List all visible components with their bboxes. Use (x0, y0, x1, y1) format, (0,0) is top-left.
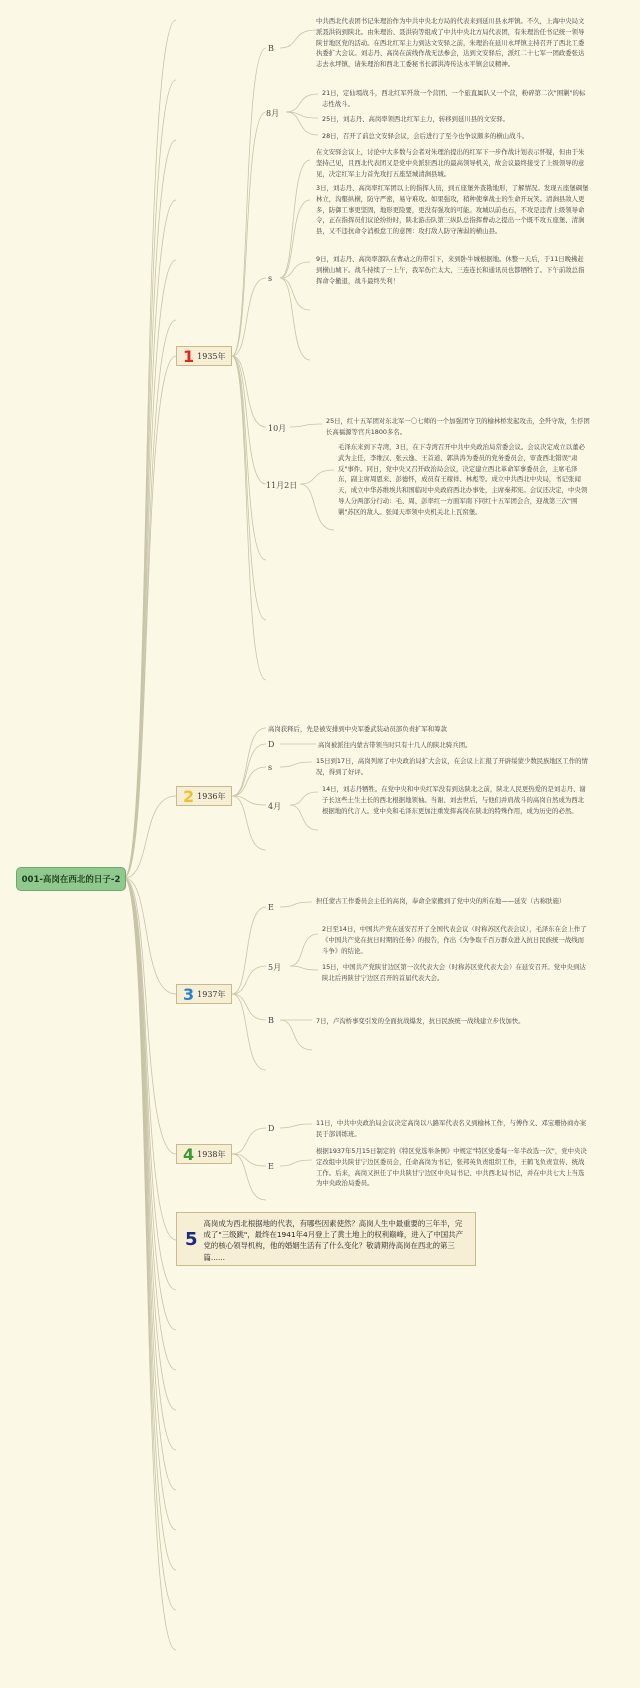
leaf-1935-b: 中共西北代表团书记朱理治作为中共中央北方局的代表来到延川县永坪镇。不久，上海中央局文派聂洪钧到陕北。由朱理治、聂洪钧等组成了中共中央北方局代表团，有朱理治任书记统一领导陕甘地区党的活动。在西北红军主力到达文安驿之前，朱理治在延川永坪镇主持召开了西北工委执委扩大会议。刘志丹、高岗在前线作战无法参会，达到文安驿后，派红二十七军一团政委张达志去永坪镇，请朱理治和西北工委秘书长郭洪涛传达永平镇会议精神。 (316, 17, 585, 69)
leaf-link (280, 762, 312, 767)
year-label: 1935年 (197, 351, 226, 361)
key-1935-b[interactable]: B (268, 44, 274, 53)
branch-1936 (232, 796, 266, 850)
leaf-1938-e: 根据1937年5月15日制定的《特区党选举条例》中规定"特区党委每一年半改选一次"，党中央决定改组中共陕甘宁边区委员会，任命高岗为书记，张邦英负责组织工作，王鹤飞负责宣传、统战工作。后来，高岗又担任了中共陕甘宁边区中央局书记、中共西北局书记，并在中共七大上当选为中央政治局委员。 (316, 1147, 587, 1188)
leaf-1935-s-2: 3日，刘志丹、高岗率红军团以上的指挥人员，到五座堡外查勘地形，了解情况。发现五座堡碉堡林立，沟壑纵横，防守严密，易守难攻。如果强攻，稍种使拿战士的生命开玩笑。清涧县敌人更多，防御工事更坚固，地形更险要，更没有强攻的可能。攻城以前也石，不攻是违背上级领导命令，正在指挥员们议论纷纷时，陕北游击队第三纵队总指挥曹动之提出一个既不攻五座堡、清涧县，又不违抗命令消极怠工的意图：攻打敌人防守薄弱的横山县。 (316, 184, 589, 236)
leaf-1937-e: 担任蒙古工作委员会主任的高岗，奉命全家搬到了党中央的所在地——延安（古称肤施） (316, 897, 566, 905)
preview-text: 高岗成为西北根据地的代表，有哪些因素使然？高岗人生中最重要的三年半，完成了"三级跳"，最终在1941年4月登上了黄土地上的权利巅峰，进入了中国共产党的核心领导机构，他的婚姻生活有了什么变化？敬请期待高岗在西北的第三篇...... (203, 1219, 463, 1262)
branch-1935 (232, 112, 266, 356)
branch-1937 (232, 994, 266, 1020)
leaf-1937-b: 7日，卢沟桥事变引发的全面抗战爆发，抗日民族统一战线建立步伐加快。 (316, 1017, 525, 1025)
leaf-link (280, 30, 316, 48)
key-1938-d[interactable]: D (268, 1124, 275, 1133)
leaf-link (290, 805, 318, 830)
number-3-badge: 3 (183, 984, 195, 1004)
branch-1937 (232, 907, 266, 994)
branch-1938 (232, 1154, 266, 1200)
root-branch (124, 878, 176, 1290)
leaf-link (286, 94, 318, 112)
next-episode-preview[interactable] (176, 1212, 476, 1266)
leaf-link (280, 160, 310, 278)
branch-1935 (232, 278, 266, 356)
root-branch (124, 796, 176, 878)
leaf-1935-s-3: 9日，刘志丹、高岗率部队在曹动之的带引下，来到卧牛城根据地。休整一天后，于11日晚拂赶到横山城下。战斗持续了一上午，我军伤亡太大，三连连长和通讯员也都牺牲了。下午前敌总指挥命令撤退，战斗最终失利！ (316, 255, 585, 285)
leaf-1937-may-15: 15日，中国共产党陕甘边区第一次代表大会（时称苏区党代表大会）在延安召开。党中央到达陕北后再陕甘宁边区召开的首届代表大会。 (322, 963, 586, 982)
year-node-1935[interactable] (176, 346, 232, 366)
leaf-link (280, 1160, 312, 1166)
key-1935-nov2[interactable]: 11月2日 (266, 481, 298, 490)
leaf-1936-a: 高岗获释后，先是被安排到中央军委武装动员部负责扩军和筹款 (268, 725, 447, 733)
key-1937-e[interactable]: E (268, 903, 274, 912)
leaf-1935-october: 25日，红十五军团对东北军一〇七师的一个加强团守卫的榆林桥发起攻击，全歼守敌，生俘团长高福源等官兵1800多名。 (326, 417, 590, 436)
leaf-link (280, 1124, 312, 1128)
key-1936-d[interactable]: D (268, 740, 275, 749)
leaf-link (280, 902, 312, 907)
root-branch (124, 140, 176, 878)
leaf-link (290, 424, 322, 427)
branch-1938 (232, 1128, 266, 1154)
year-label: 1938年 (197, 1149, 226, 1159)
leaf-link (280, 200, 310, 278)
key-1937-b[interactable]: B (268, 1016, 274, 1025)
key-1938-e[interactable]: E (268, 1162, 274, 1171)
year-node-1936[interactable] (176, 786, 232, 806)
root-branch (124, 878, 176, 1530)
leaf-link (280, 278, 310, 360)
leaf-link (300, 470, 334, 484)
key-1936-april[interactable]: 4月 (268, 802, 282, 811)
leaf-1936-april: 14日，刘志丹牺牲。在党中央和中央红军没有到达陕北之前，陕北人民更热爱的是刘志丹、谢子长这些土生土长的西北根据地领袖。当谢、刘去世后，与他们并肩战斗的高岗自然成为西北根据地的代言人。党中央和毛泽东更加注重发挥高岗在陕北的特殊作用，成为历史的必然。 (322, 785, 586, 815)
leaf-1935-aug-21: 21日，定仙墕战斗，西北红军歼敌一个营团、一个旅直属队又一个营，粉碎第二次"围剿"的标志性战斗。 (322, 89, 586, 108)
leaf-link (280, 1020, 312, 1050)
leaf-link (290, 934, 318, 966)
branch-1935 (232, 356, 266, 484)
root-branch (124, 260, 176, 878)
leaf-1936-s: 15日到17日，高岗列席了中央政治局扩大会议，在会议上汇报了开辟绥蒙少数民族地区工作的情况，得到了好评。 (316, 757, 588, 776)
branch-1937 (232, 966, 266, 994)
key-1935-october[interactable]: 10月 (268, 424, 287, 433)
year-label: 1936年 (197, 791, 226, 801)
year-label: 1937年 (197, 989, 226, 999)
leaf-1936-d: 高岗被派往内蒙古带领当时只有十几人的陕北骑兵团。 (318, 741, 472, 749)
leaf-1935-aug-28: 28日，召开了前总文安驿会议，会后进行了至今也争议颇多的横山战斗。 (322, 132, 529, 140)
leaf-link (290, 792, 318, 805)
leaf-1938-d: 11日，中共中央政治局会议决定高岗以八路军代表名义到榆林工作，与傅作义、邓宝珊协商办案民于部训练班。 (316, 1119, 587, 1138)
key-1935-s[interactable]: s (268, 274, 273, 283)
leaf-1937-may-2: 2日至14日，中国共产党在延安召开了全国代表会议（时称苏区代表会议），毛泽东在会上作了《中国共产党在抗日时期的任务》的报告，作出《为争取千百万群众进入抗日民族统一战线而斗争》的结论。 (322, 925, 587, 955)
key-1937-may[interactable]: 5月 (268, 963, 282, 972)
number-5-badge: 5 (185, 1228, 198, 1250)
year-node-1937[interactable] (176, 984, 232, 1004)
key-1935-august[interactable]: 8月 (266, 109, 280, 118)
leaf-link (300, 484, 334, 530)
root-branch (124, 356, 176, 878)
year-node-1938[interactable] (176, 1144, 232, 1164)
leaf-link (290, 966, 318, 970)
branch-1936 (232, 767, 266, 796)
number-2-badge: 2 (183, 786, 195, 806)
leaf-1935-nov2: 毛泽东来到下寺湾，3日，在下寺湾召开中共中央政治局常委会议。会议决定成立以董必武为主任，李维汉、张云逸、王首道、郭洪涛为委员的党务委员会，审查西北错误"肃反"事件。同日，党中央又召开政治局会议，决定建立西北革命军事委员会，主席毛泽东，副主席周恩来、彭德怀，成员有王稼祥、林彪等。成立中共西北中央局，书记张闻天，成立中华苏维埃共和国临时中央政府西北办事处，主席秦邦宪。会议还决定，中央领导人分两部分行动：毛、周、彭率红一方面军南下同红十五军团会合，迎战第三次"围剿"苏区的敌人。张闻天率领中央机关北上瓦窑堡。 (338, 443, 588, 516)
leaf-link (280, 278, 310, 310)
key-1936-s[interactable]: s (268, 763, 273, 772)
number-4-badge: 4 (183, 1144, 195, 1164)
root-node[interactable]: 001-高岗在西北的日子-2 (16, 867, 126, 891)
leaf-1935-s-1: 在文安驿会议上，讨论中大多数与会者对朱理治提出的红军下一步作战计划表示怀疑，但由于朱坚持己见，且西北代表团又是党中央派驻西北的最高领导机关，故会议最终接受了上级领导的意见，决定红军主力首先攻打五座坚城清涧县城。 (316, 148, 585, 178)
number-1-badge: 1 (183, 346, 195, 366)
branch-1937 (232, 994, 266, 1070)
leaf-1935-aug-25: 25日，刘志丹、高岗率领西北红军主力，转移到延川县的文安驿。 (322, 115, 510, 123)
